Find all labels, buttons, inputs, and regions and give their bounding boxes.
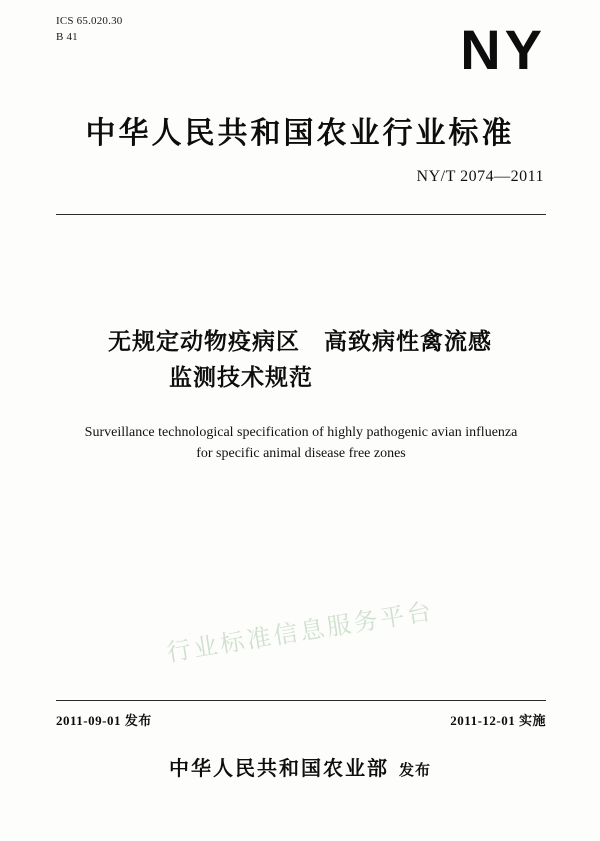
divider-top xyxy=(56,214,546,215)
issue-date: 2011-09-01 发布 xyxy=(56,713,152,728)
standard-number: NY/T 2074—2011 xyxy=(416,168,544,185)
issuing-body-title: 中华人民共和国农业行业标准 xyxy=(85,116,515,151)
document-title-cn-line2: 监测技术规范 xyxy=(169,364,313,391)
implementation-date: 2011-12-01 实施 xyxy=(450,713,546,728)
divider-bottom xyxy=(56,700,546,701)
publisher-suffix: 发布 xyxy=(398,761,431,779)
document-title-cn xyxy=(0,325,600,396)
publisher-name: 中华人民共和国农业部 xyxy=(168,756,389,780)
document-title-en-line2: for specific animal disease free zones xyxy=(196,446,406,461)
ics-code: ICS 65.020.30 xyxy=(56,15,123,27)
classification-codes xyxy=(56,14,122,46)
publisher-line xyxy=(0,752,600,781)
document-title-en-line1: Surveillance technological specification of highly pathogenic avian influenza xyxy=(84,425,518,440)
category-code: B 41 xyxy=(56,30,78,43)
ny-standard-mark: NY xyxy=(460,18,546,81)
document-title-en xyxy=(60,422,542,464)
watermark-text: 行业标准信息服务平台 xyxy=(164,597,436,667)
document-title-cn-line1: 无规定动物疫病区 高致病性禽流感 xyxy=(108,329,492,355)
